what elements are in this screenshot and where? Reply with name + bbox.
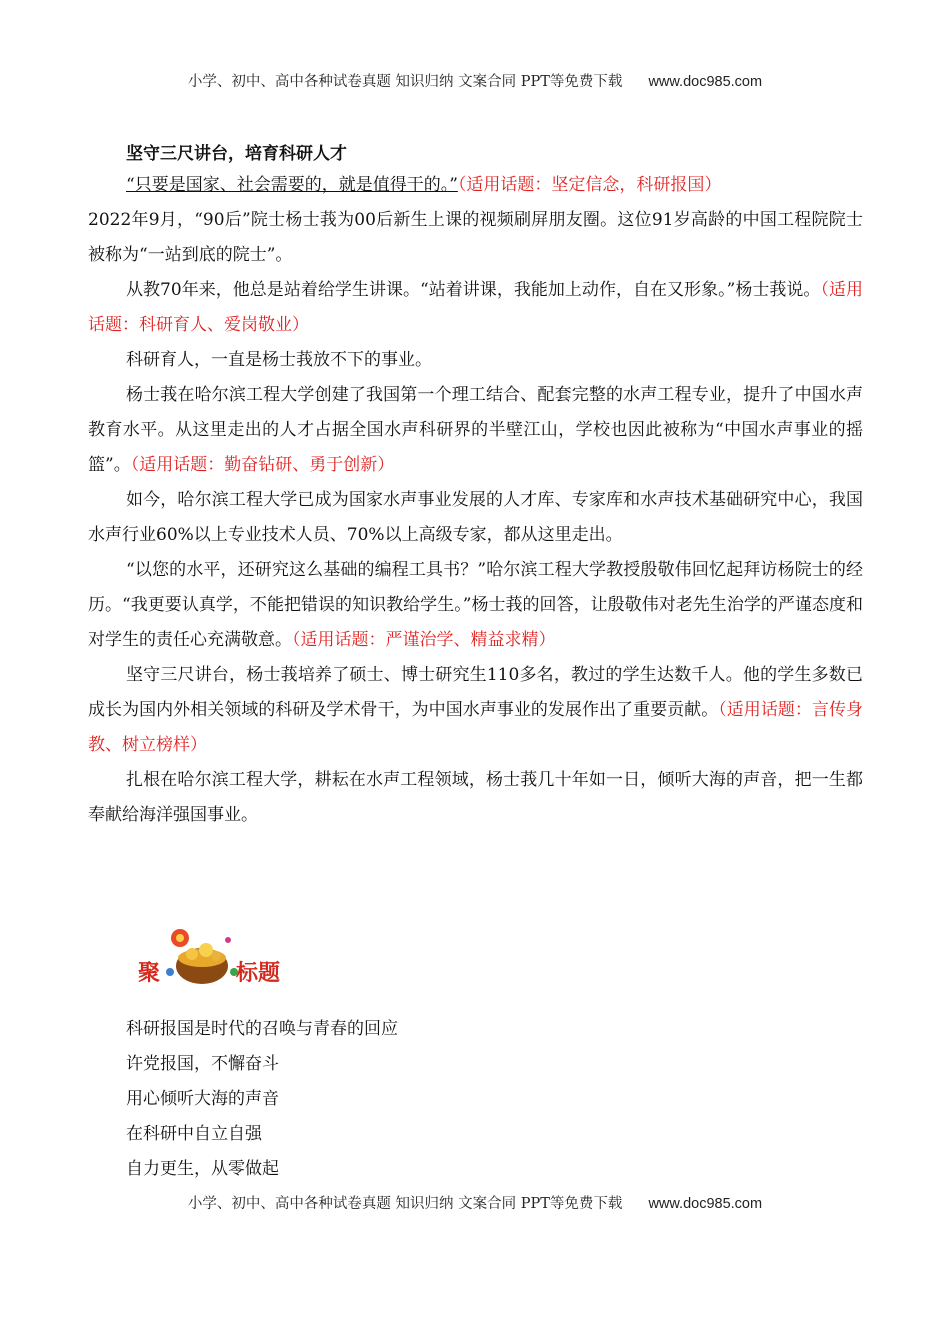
list-item: 在科研中自立自强 [126,1124,262,1144]
page-header [0,70,950,91]
paragraph-6 [88,553,863,658]
topic-tag: （适用话题：言传身教、树立榜样） [88,700,864,755]
paragraph-4-text: 杨士莪在哈尔滨工程大学创建了我国第一个理工结合、配套完整的水声工程专业，提升了中国水声教育水平。从这里走出的人才占据全国水声科研界的半壁江山，学校也因此被称为“中国水声事业的摇篮”。 [88,385,863,475]
paragraph-1-rest: 2022年9月，“90后”院士杨士莪为00后新生上课的视频刷屏朋友圈。这位91岁高龄的中国工程院院士被称为“一站到底的院士”。 [88,210,863,265]
paragraph-7 [88,658,863,763]
article-title: 坚守三尺讲台，培育科研人才 [126,144,347,164]
footer-site[interactable]: www.doc985.com [648,1196,763,1212]
list-item: 许党报国，不懈奋斗 [126,1054,279,1074]
topic-tag: （适用话题：坚定信念，科研报国） [457,175,722,195]
paragraph-4 [88,378,863,483]
banner-left-char: 聚 [138,961,161,986]
paragraph-8: 扎根在哈尔滨工程大学，耕耘在水声工程领域，杨士莪几十年如一日，倾听大海的声音，把一生都奉献给海洋强国事业。 [88,770,863,825]
paragraph-6-text: “以您的水平，还研究这么基础的编程工具书？”哈尔滨工程大学教授殷敬伟回忆起拜访杨院士的经历。“我更要认真学，不能把错误的知识教给学生。”杨士莪的回答，让殷敬伟对老先生治学的严谨态度和对学生的责任心充满敬意。 [88,560,863,650]
footer-text: 小学、初中、高中各种试卷真题 知识归纳 文案合同 PPT等免费下载 [187,1196,623,1212]
list-item: 用心倾听大海的声音 [126,1089,279,1109]
paragraph-1 [88,168,863,203]
list-item: 自力更生，从零做起 [126,1159,279,1179]
quote-text: “只要是国家、社会需要的，就是值得干的。” [126,175,458,195]
header-site[interactable]: www.doc985.com [648,74,763,90]
paragraph-5: 如今，哈尔滨工程大学已成为国家水声事业发展的人才库、专家库和水声技术基础研究中心，我国水声行业60%以上专业技术人员、70%以上高级专家，都从这里走出。 [88,490,863,545]
title-list [126,1012,398,1187]
paragraph-2-text: 从教70年来，他总是站着给学生讲课。“站着讲课，我能加上动作，自在又形象。”杨士莪说。 [126,280,821,300]
section-banner [132,920,302,1000]
list-item: 科研报国是时代的召唤与青春的回应 [126,1019,398,1039]
header-text: 小学、初中、高中各种试卷真题 知识归纳 文案合同 PPT等免费下载 [187,74,623,90]
paragraph-2 [88,273,863,343]
topic-tag: （适用话题：严谨治学、精益求精） [292,630,556,650]
banner-right-label: 标题 [236,961,281,986]
paragraph-3: 科研育人，一直是杨士莪放不下的事业。 [126,350,432,370]
paragraph-7-text: 坚守三尺讲台，杨士莪培养了硕士、博士研究生110多名，教过的学生达数千人。他的学生多数已成长为国内外相关领域的科研及学术骨干，为中国水声事业的发展作出了重要贡献。 [88,665,863,720]
topic-tag: （适用话题：勤奋钻研、勇于创新） [130,455,395,475]
page-footer [0,1192,950,1213]
treasure-pot-icon [162,920,242,990]
topic-tag: （适用话题：科研育人、爱岗敬业） [88,280,863,335]
article [88,140,863,833]
